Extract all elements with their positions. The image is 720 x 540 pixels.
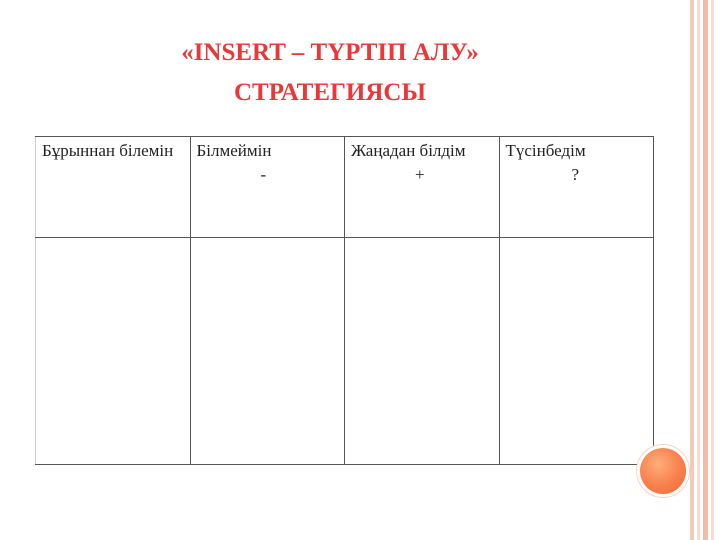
decorative-stripe: [690, 0, 694, 540]
orange-circle-decoration: [640, 448, 686, 494]
decorative-stripe: [697, 0, 700, 540]
table-cell[interactable]: [190, 238, 345, 465]
slide-title-line-1: «INSERT – ТҮРТІП АЛУ»: [181, 39, 479, 66]
decorative-stripe: [711, 0, 714, 540]
column-label: Түсінбедім: [505, 141, 586, 160]
table-cell[interactable]: [499, 238, 654, 465]
header-cell-unknown: [190, 137, 345, 238]
table-cell[interactable]: [345, 238, 500, 465]
insert-strategy-table: [35, 136, 654, 465]
header-cell-known: [36, 137, 191, 238]
column-label: Бұрыннан білемін: [42, 141, 174, 160]
table-header-row: [36, 137, 654, 238]
column-label: Білмеймін: [196, 141, 272, 160]
decorative-stripe: [703, 0, 708, 540]
header-cell-new: [345, 137, 500, 238]
column-symbol-minus: -: [260, 165, 267, 184]
column-symbol-plus: +: [415, 165, 425, 184]
column-label: Жаңадан білдім: [351, 141, 466, 160]
slide-title-line-2: СТРАТЕГИЯСЫ: [233, 79, 427, 106]
column-symbol-question: ?: [571, 165, 580, 184]
table-cell[interactable]: [36, 238, 191, 465]
table-row: [36, 238, 654, 465]
header-cell-unclear: [499, 137, 654, 238]
